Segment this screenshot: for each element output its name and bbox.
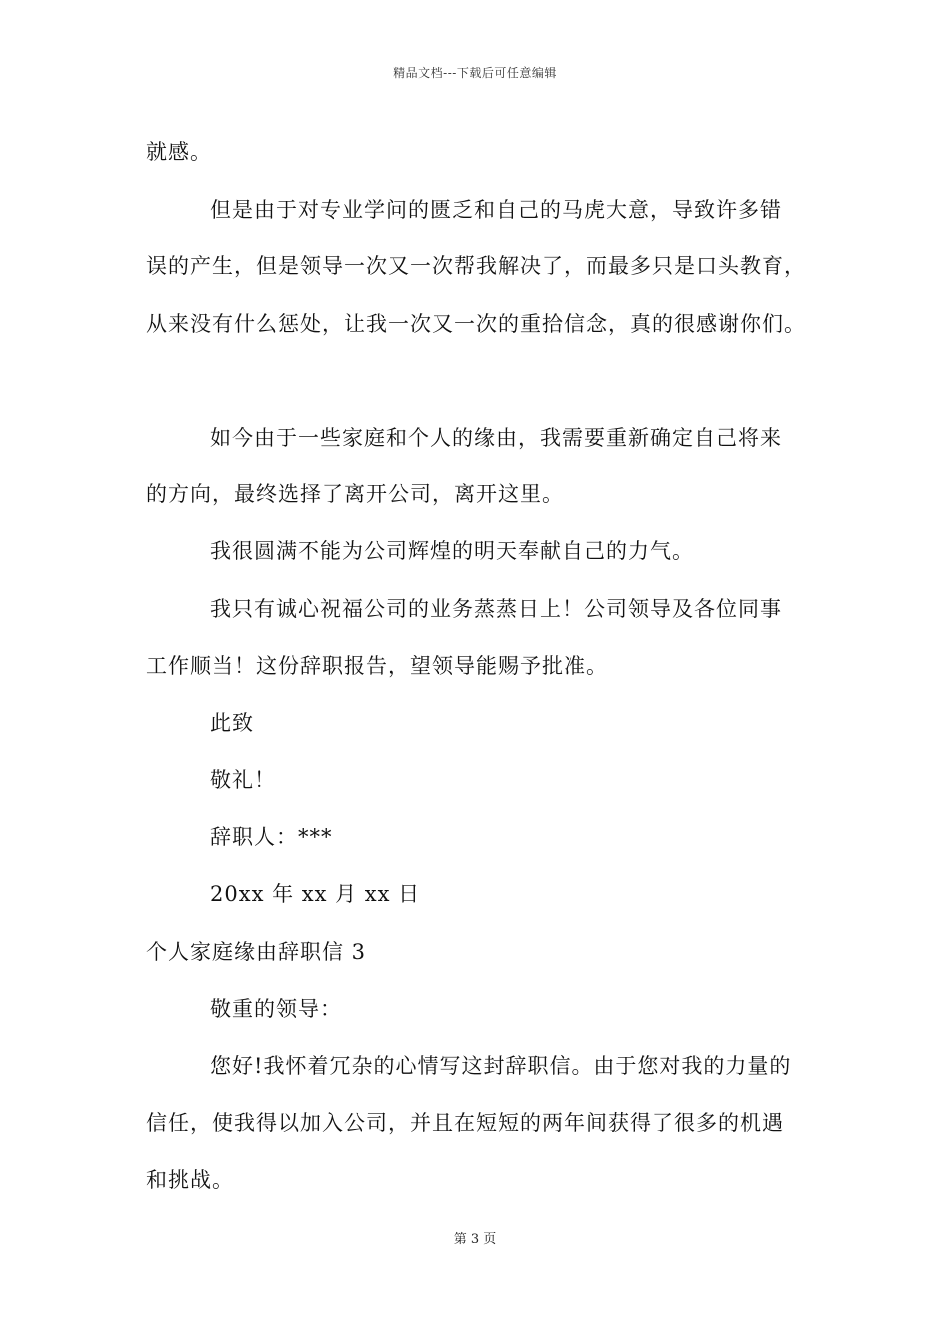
page-header: 精品文档---下载后可任意编辑 (393, 66, 557, 80)
body-line: 此致 (210, 711, 254, 735)
body-line: 和挑战。 (146, 1168, 234, 1192)
body-line: 我只有诚心祝福公司的业务蒸蒸日上！公司领导及各位同事 (210, 597, 782, 621)
body-line: 从来没有什么惩处，让我一次又一次的重拾信念，真的很感谢你们。 (146, 312, 806, 336)
body-line: 工作顺当！这份辞职报告，望领导能赐予批准。 (146, 654, 608, 678)
body-line: 但是由于对专业学问的匮乏和自己的马虎大意，导致许多错 (210, 198, 782, 222)
section-heading: 个人家庭缘由辞职信 3 (146, 940, 367, 964)
body-line: 辞职人：*** (210, 825, 333, 849)
body-line: 敬礼！ (210, 768, 276, 792)
body-line: 的方向，最终选择了离开公司，离开这里。 (146, 482, 564, 506)
body-line: 20xx 年 xx 月 xx 日 (210, 882, 421, 906)
body-line: 您好!我怀着冗杂的心情写这封辞职信。由于您对我的力量的 (210, 1054, 792, 1078)
page-number: 第 3 页 (453, 1232, 497, 1247)
body-line: 敬重的领导： (210, 997, 342, 1021)
body-line: 就感。 (146, 140, 212, 164)
body-line: 误的产生，但是领导一次又一次帮我解决了，而最多只是口头教育， (146, 254, 806, 278)
body-line: 我很圆满不能为公司辉煌的明天奉献自己的力气。 (210, 539, 694, 563)
body-line: 信任，使我得以加入公司，并且在短短的两年间获得了很多的机遇 (146, 1111, 784, 1135)
body-line: 如今由于一些家庭和个人的缘由，我需要重新确定自己将来 (210, 426, 782, 450)
